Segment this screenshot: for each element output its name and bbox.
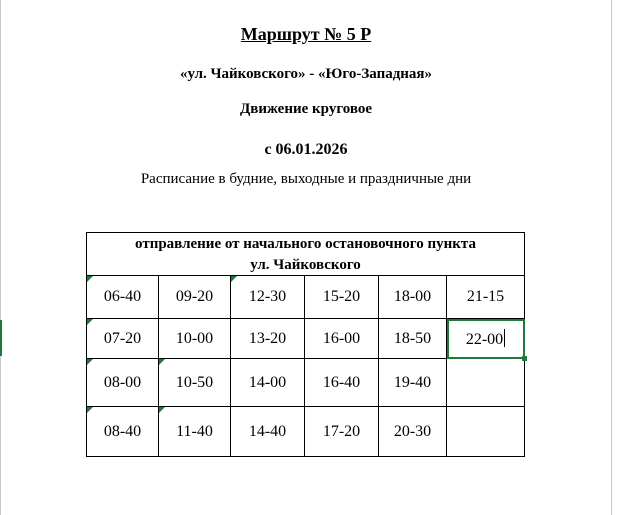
comment-marker-icon	[87, 407, 93, 413]
header-line-2: ул. Чайковского	[250, 257, 361, 273]
table-cell[interactable]	[87, 359, 159, 407]
departure-time: 22-00	[465, 330, 504, 348]
table-row	[87, 319, 525, 359]
route-name: «ул. Чайковского» - «Юго-Западная»	[179, 66, 433, 82]
table-cell[interactable]	[87, 319, 159, 359]
table-cell[interactable]	[159, 276, 231, 319]
table-cell[interactable]	[447, 359, 525, 407]
table-cell[interactable]	[305, 276, 379, 319]
departure-time: 10-00	[175, 329, 214, 347]
table-cell[interactable]	[87, 276, 159, 319]
table-row	[87, 359, 525, 407]
schedule-days: Расписание в будние, выходные и праздничные дни	[140, 171, 472, 187]
title-text: Маршрут № 5 Р	[240, 24, 372, 44]
movement-type: Движение круговое	[239, 101, 373, 117]
text-cursor	[504, 329, 505, 347]
departure-time: 16-00	[322, 329, 361, 347]
departure-time: 10-50	[175, 373, 214, 391]
table-cell[interactable]	[231, 276, 305, 319]
table-cell[interactable]	[159, 319, 231, 359]
departure-time: 20-30	[393, 422, 432, 440]
schedule-table	[86, 232, 525, 457]
departure-time: 13-20	[248, 329, 287, 347]
departure-time: 08-00	[103, 373, 142, 391]
departure-time: 07-20	[103, 329, 142, 347]
effective-date: с 06.01.2026	[264, 141, 348, 158]
departure-time: 15-20	[322, 288, 361, 305]
selected-cell[interactable]	[447, 319, 525, 359]
table-cell[interactable]	[231, 359, 305, 407]
table-header-cell[interactable]	[87, 233, 525, 276]
departure-time: 11-40	[176, 422, 213, 440]
table-row	[87, 276, 525, 319]
departure-time: 12-30	[248, 288, 287, 305]
header-line-1: отправление от начального остановочного пункта	[135, 236, 476, 252]
departure-time: 19-40	[393, 373, 432, 391]
departure-time: 18-00	[393, 288, 432, 305]
table-cell[interactable]	[379, 319, 447, 359]
departure-time: 06-40	[103, 288, 142, 305]
table-cell[interactable]	[87, 407, 159, 457]
departure-time: 09-20	[175, 288, 214, 305]
comment-marker-icon	[87, 359, 93, 365]
departure-time: 14-40	[248, 422, 287, 440]
table-cell[interactable]	[447, 407, 525, 457]
comment-marker-icon	[159, 407, 165, 413]
comment-marker-icon	[231, 276, 237, 282]
table-cell[interactable]	[159, 359, 231, 407]
comment-marker-icon	[87, 276, 93, 282]
table-cell[interactable]	[379, 359, 447, 407]
table-cell[interactable]	[305, 407, 379, 457]
page-title	[0, 24, 612, 45]
table-cell[interactable]	[159, 407, 231, 457]
departure-time: 21-15	[466, 288, 505, 305]
comment-marker-icon	[87, 319, 93, 325]
row-marker	[0, 320, 2, 356]
departure-time: 14-00	[248, 373, 287, 391]
comment-marker-icon	[159, 359, 165, 365]
table-row	[87, 407, 525, 457]
table-cell[interactable]	[231, 407, 305, 457]
departure-time: 17-20	[322, 422, 361, 440]
table-cell[interactable]	[305, 359, 379, 407]
departure-time: 18-50	[393, 329, 432, 347]
table-cell[interactable]	[231, 319, 305, 359]
table-cell[interactable]	[379, 276, 447, 319]
table-cell[interactable]	[379, 407, 447, 457]
table-cell[interactable]	[447, 276, 525, 319]
departure-time: 16-40	[322, 373, 361, 391]
table-cell[interactable]	[305, 319, 379, 359]
departure-time: 08-40	[103, 422, 142, 440]
